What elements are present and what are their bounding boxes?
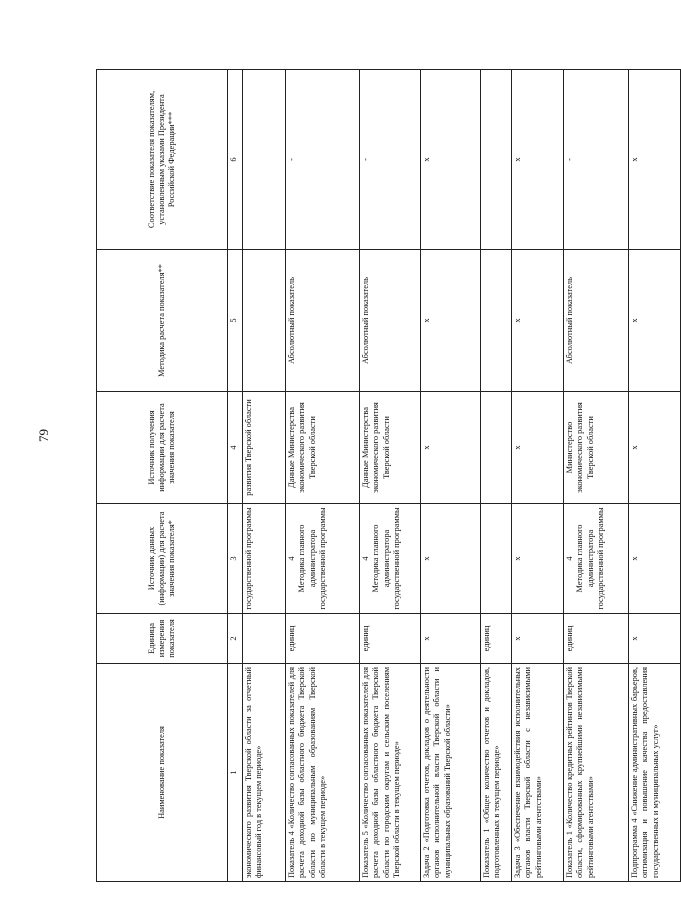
table-body xyxy=(243,70,681,882)
column-number: 5 xyxy=(228,250,243,392)
decree-compliance-cell: x xyxy=(629,70,681,250)
unit-cell: единиц xyxy=(564,614,629,664)
page-number: 79 xyxy=(36,429,51,442)
rotated-table-container xyxy=(96,70,660,882)
table-row xyxy=(286,70,360,882)
column-number: 4 xyxy=(228,392,243,504)
unit-cell: единиц xyxy=(481,614,512,664)
method-cell xyxy=(243,250,286,392)
table-row xyxy=(243,70,286,882)
unit-cell: x xyxy=(629,614,681,664)
column-number: 2 xyxy=(228,614,243,664)
header-cell: Источник данных (информации) для расчета значения показателя* xyxy=(97,504,228,614)
indicator-name-cell: Показатель 4 «Количество согласованных показателей для расчета доходной базы областного бюджета Тверской области по муниципальным образованиям Тверской области в текущем периоде» xyxy=(286,664,360,882)
info-source-cell: x xyxy=(512,392,564,504)
method-cell: Абсолютный показатель xyxy=(564,250,629,392)
unit-cell: x xyxy=(421,614,481,664)
indicator-name-cell: Показатель 1 «Количество кредитных рейтингов Тверской области, сформированных крупнейшими независимыми рейтинговыми агентствами» xyxy=(564,664,629,882)
data-source-cell: x xyxy=(421,504,481,614)
data-source-cell: 4 Методика главного администратора государственной программы xyxy=(286,504,360,614)
unit-cell xyxy=(243,614,286,664)
indicators-table xyxy=(96,69,681,882)
table-row xyxy=(512,70,564,882)
method-cell: x xyxy=(512,250,564,392)
info-source-cell: Министерство экономического развития Тверской области xyxy=(564,392,629,504)
table-row xyxy=(629,70,681,882)
indicator-name-cell: экономического развития Тверской области за отчетный финансовый год в текущем периоде» xyxy=(243,664,286,882)
header-cell: Соответствие показателя показателям, установленным указами Президента Российской Федерации*** xyxy=(97,70,228,250)
data-source-cell: 4 Методика главного администратора государственной программы xyxy=(360,504,421,614)
table-row xyxy=(564,70,629,882)
info-source-cell: Данные Министерства экономического развития Тверской области xyxy=(360,392,421,504)
info-source-cell: Данные Министерства экономического развития Тверской области xyxy=(286,392,360,504)
decree-compliance-cell: - xyxy=(360,70,421,250)
indicator-name-cell: Подпрограмма 4 «Снижение административных барьеров, оптимизация и повышение качества предоставления государственных и муниципальных услуг» xyxy=(629,664,681,882)
data-source-cell: x xyxy=(629,504,681,614)
unit-cell: x xyxy=(512,614,564,664)
column-number: 3 xyxy=(228,504,243,614)
header-cell: Наименование показателя xyxy=(97,664,228,882)
header-cell: Методика расчета показателя** xyxy=(97,250,228,392)
data-source-cell xyxy=(481,504,512,614)
method-cell xyxy=(481,250,512,392)
decree-compliance-cell: x xyxy=(421,70,481,250)
table-row xyxy=(360,70,421,882)
method-cell: x xyxy=(421,250,481,392)
column-numbers-row xyxy=(228,70,243,882)
info-source-cell xyxy=(481,392,512,504)
header-cell: Единица измерения показателя xyxy=(97,614,228,664)
header-cell: Источник получения информации для расчета значения показателя xyxy=(97,392,228,504)
unit-cell: единиц xyxy=(360,614,421,664)
indicator-name-cell: Показатель 1 «Общее количество отчетов и докладов, подготовленных в текущем периоде» xyxy=(481,664,512,882)
unit-cell: единиц xyxy=(286,614,360,664)
header-row xyxy=(97,70,228,882)
decree-compliance-cell: - xyxy=(564,70,629,250)
decree-compliance-cell xyxy=(243,70,286,250)
method-cell: Абсолютный показатель xyxy=(286,250,360,392)
decree-compliance-cell: x xyxy=(512,70,564,250)
data-source-cell: 4 Методика главного администратора государственной программы xyxy=(564,504,629,614)
decree-compliance-cell xyxy=(481,70,512,250)
table-row xyxy=(481,70,512,882)
column-number: 1 xyxy=(228,664,243,882)
decree-compliance-cell: - xyxy=(286,70,360,250)
method-cell: x xyxy=(629,250,681,392)
column-number: 6 xyxy=(228,70,243,250)
info-source-cell: x xyxy=(421,392,481,504)
indicator-name-cell: Задача 2 «Подготовка отчетов, докладов о деятельности органов исполнительной власти Тверской области и муниципальных образований Тверской области» xyxy=(421,664,481,882)
info-source-cell: x xyxy=(629,392,681,504)
indicator-name-cell: Задача 3 «Обеспечение взаимодействия исполнительных органов власти Тверской области с независимыми рейтинговыми агентствами» xyxy=(512,664,564,882)
table-row xyxy=(421,70,481,882)
indicator-name-cell: Показатель 5 «Количество согласованных показателей для расчета доходной базы областного бюджета Тверской области по городским округам и сельским поселениям Тверской области в текущем периоде» xyxy=(360,664,421,882)
info-source-cell: развития Тверской области xyxy=(243,392,286,504)
data-source-cell: x xyxy=(512,504,564,614)
data-source-cell: государственной программы xyxy=(243,504,286,614)
method-cell: Абсолютный показатель xyxy=(360,250,421,392)
